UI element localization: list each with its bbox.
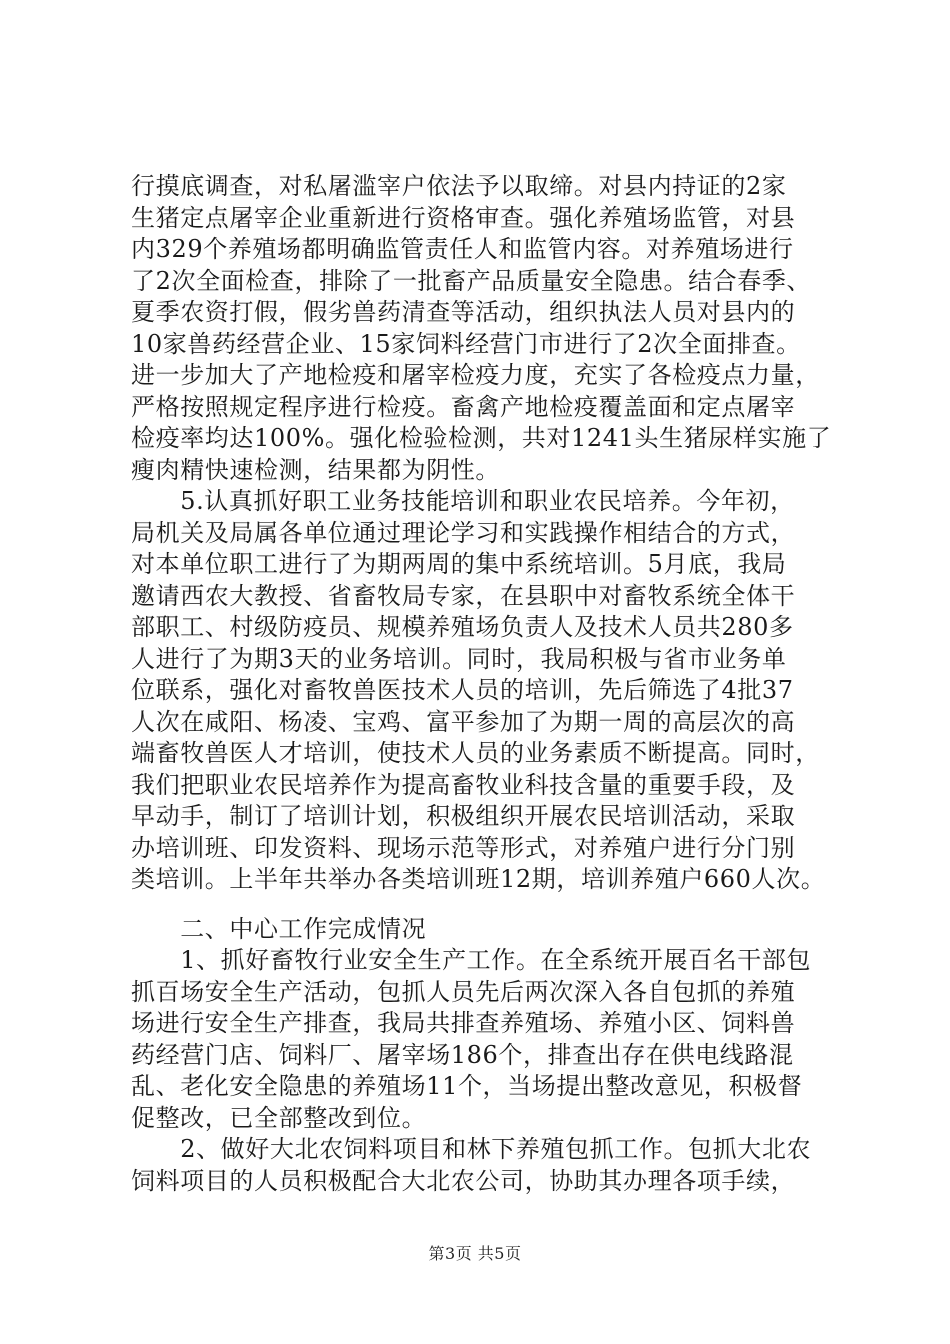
paragraph-line: 生猪定点屠宰企业重新进行资格审查。强化养殖场监管，对县 [131, 203, 796, 232]
paragraph-line: 乱、老化安全隐患的养殖场11个，当场提出整改意见，积极督 [131, 1072, 803, 1101]
paragraph-line: 位联系，强化对畜牧兽医技术人员的培训，先后筛选了4批37 [131, 676, 794, 705]
paragraph-line: 人次在咸阳、杨凌、宝鸡、富平参加了为期一周的高层次的高 [131, 707, 796, 736]
paragraph-line: 端畜牧兽医人才培训，使技术人员的业务素质不断提高。同时， [131, 739, 820, 768]
paragraph-line: 我们把职业农民培养作为提高畜牧业科技含量的重要手段，及 [131, 770, 796, 799]
paragraph-line: 办培训班、印发资料、现场示范等形式，对养殖户进行分门别 [131, 833, 796, 862]
paragraph-line: 检疫率均达100%。强化检验检测，共对1241头生猪尿样实施了 [131, 424, 832, 453]
paragraph-line: 局机关及局属各单位通过理论学习和实践操作相结合的方式， [131, 518, 796, 547]
paragraph-line: 夏季农资打假，假劣兽药清查等活动，组织执法人员对县内的 [131, 298, 796, 327]
paragraph-line: 邀请西农大教授、省畜牧局专家，在县职中对畜牧系统全体干 [131, 581, 796, 610]
section-heading: 二、中心工作完成情况 [131, 914, 427, 943]
paragraph-line: 抓百场安全生产活动，包抓人员先后两次深入各自包抓的养殖 [131, 977, 796, 1006]
paragraph-line: 场进行安全生产排查，我局共排查养殖场、养殖小区、饲料兽 [131, 1009, 796, 1038]
page-footer: 第3页 共5页 [428, 1244, 522, 1263]
paragraph-line: 10家兽药经营企业、15家饲料经营门市进行了2次全面排查。 [131, 329, 801, 358]
paragraph-line: 促整改，已全部整改到位。 [131, 1103, 427, 1132]
paragraph-line: 严格按照规定程序进行检疫。畜禽产地检疫覆盖面和定点屠宰 [131, 392, 796, 421]
paragraph-line: 饲料项目的人员积极配合大北农公司，协助其办理各项手续， [131, 1167, 796, 1195]
paragraph-line: 瘦肉精快速检测，结果都为阴性。 [131, 455, 500, 484]
paragraph-line: 了2次全面检查，排除了一批畜产品质量安全隐患。结合春季、 [131, 266, 812, 295]
paragraph-line: 类培训。上半年共举办各类培训班12期，培训养殖户660人次。 [131, 865, 826, 894]
paragraph-line: 进一步加大了产地检疫和屠宰检疫力度，充实了各检疫点力量， [131, 361, 820, 390]
paragraph-line: 行摸底调查，对私屠滥宰户依法予以取缔。对县内持证的2家 [131, 172, 787, 200]
paragraph-line: 1、抓好畜牧行业安全生产工作。在全系统开展百名干部包 [131, 946, 812, 975]
paragraph-line: 5.认真抓好职工业务技能培训和职业农民培养。今年初， [131, 487, 795, 516]
paragraph-line: 药经营门店、饲料厂、屠宰场186个，排查出存在供电线路混 [131, 1040, 794, 1069]
paragraph-line: 2、做好大北农饲料项目和林下养殖包抓工作。包抓大北农 [131, 1135, 812, 1164]
paragraph-line: 早动手，制订了培训计划，积极组织开展农民培训活动，采取 [131, 802, 796, 831]
paragraph-line: 人进行了为期3天的业务培训。同时，我局积极与省市业务单 [131, 644, 787, 673]
paragraph-line: 对本单位职工进行了为期两周的集中系统培训。5月底，我局 [131, 550, 787, 579]
paragraph-line: 内329个养殖场都明确监管责任人和监管内容。对养殖场进行 [131, 235, 794, 264]
paragraph-line: 部职工、村级防疫员、规模养殖场负责人及技术人员共280多 [131, 613, 794, 642]
